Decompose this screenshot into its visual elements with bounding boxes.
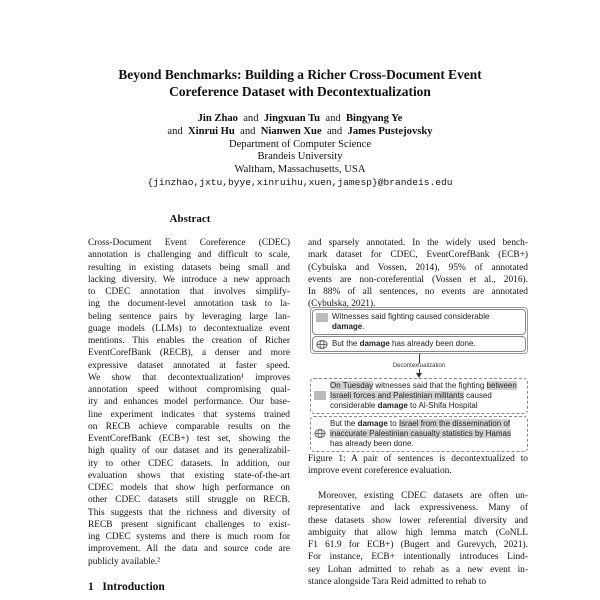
arrow-head-icon	[416, 373, 422, 378]
and: and	[167, 125, 183, 137]
author: Xinrui Hu	[188, 125, 235, 137]
text: witnesses said that the fighting	[373, 381, 487, 390]
text-line: on RECB achieve comparable results on the	[88, 421, 290, 432]
event-mention: damage	[332, 322, 363, 331]
decontextualized-sentence-1	[310, 378, 528, 414]
decontextualization-arrow	[310, 354, 528, 378]
text-line: In 88% of all sentences, no events are annotated	[308, 287, 528, 297]
author-line	[0, 126, 600, 139]
and: and	[325, 113, 341, 124]
text-line: lacking diversity. We introduce a new approach	[88, 274, 290, 285]
text-line: (Cybulska, 2021).	[308, 299, 376, 310]
text: has already been done.	[330, 439, 414, 448]
and: and	[240, 125, 256, 137]
document-icon	[314, 391, 326, 400]
affiliation-city: Waltham, Massachusetts, USA	[234, 164, 366, 176]
and: and	[243, 113, 259, 124]
text-line: Figure 1: A pair of sentences is decontextualized to	[308, 454, 528, 464]
text-line: events are non-coreferential (Vossen et al., 2016).	[308, 274, 528, 285]
document-icon	[316, 313, 328, 322]
text-line: ing CDEC systems and there is much room for	[88, 532, 290, 542]
title-line: Coreference Dataset with Decontextualization	[169, 84, 431, 99]
sentence-text	[330, 419, 524, 449]
text-line: sey Lohan admitted to rehab as a new event in-	[308, 564, 528, 575]
decontextualized-sentence-2	[310, 416, 528, 452]
text-line: publicly available.²	[88, 556, 161, 567]
section-title: Introduction	[102, 581, 165, 593]
text-line: For instance, ECB+ intentionally introduces Lind-	[308, 552, 528, 563]
text-line: We show that decontextualization¹ improves	[88, 372, 290, 383]
sentence-2	[312, 336, 526, 352]
body-paragraph	[308, 237, 528, 311]
sentence-text	[332, 312, 522, 332]
text: Witnesses said fighting caused considerable	[332, 312, 490, 321]
arrow-label: Decontextualization	[392, 363, 446, 369]
event-mention: damage	[359, 339, 390, 348]
sentence-1	[312, 309, 526, 335]
text: caused considerable	[330, 391, 492, 410]
text-line: ity to other CDEC datasets. In addition, our	[88, 458, 290, 469]
text-line: This suggests that the richness and diversity of	[88, 507, 290, 518]
author: Bingyang Ye	[345, 113, 403, 124]
text-line: improve event coreference evaluation.	[308, 466, 452, 477]
section-heading-introduction	[88, 581, 165, 593]
text-line: RECB present significant challenges to exist-	[88, 519, 290, 530]
text-line: other CDEC datasets still struggle on RECB.	[88, 495, 290, 506]
text: .	[362, 322, 365, 331]
added-context: between Israeli forces and Palestinian militants	[330, 381, 517, 400]
author: Jingxuan Tu	[263, 113, 321, 124]
figure-1	[310, 307, 528, 454]
author-block	[0, 113, 600, 190]
original-sentences-box	[310, 307, 528, 354]
sentence-text	[330, 381, 524, 411]
text-line: mentions. This enables the creation of Richer	[88, 336, 290, 346]
affiliation-univ: Brandeis University	[257, 151, 343, 163]
text: to Al-Shifa Hospital	[407, 401, 478, 410]
text-line: annotation speed without compromising qual-	[88, 385, 290, 395]
text-line: EventCorefBank (ECB+) test set, showing the	[88, 434, 290, 444]
affiliation-dept: Department of Computer Science	[228, 138, 372, 150]
abstract-text	[88, 237, 290, 568]
text-line: stance alongside Tara Reid admitted to rehab to	[308, 576, 487, 587]
added-context: Israel from the dissemination of inaccurate Palestinian casualty statistics by Hamas	[330, 419, 511, 438]
text: But the	[330, 419, 358, 428]
text-line: mark dataset for CDEC, EventCorefBank (ECB+)	[308, 250, 528, 261]
text-line: beling sentence pairs by leveraging large lan-	[88, 311, 290, 322]
text-line: annotation is challenging and difficult to scale,	[88, 250, 290, 261]
text-line: high quality of our dataset and its generalizabil-	[88, 446, 290, 457]
text: to	[387, 419, 399, 428]
text-line: to CDEC annotation that involves simplify-	[88, 287, 290, 297]
text-line: line experiment indicates that systems trained	[88, 409, 290, 420]
author-emails: {jinzhao,jxtu,byye,xinruihu,xuen,jamesp}@brandeis.edu	[147, 176, 453, 188]
abstract-heading: Abstract	[169, 213, 211, 225]
text: has already been done.	[389, 339, 476, 348]
figure-caption	[308, 453, 528, 478]
author: Jin Zhao	[197, 113, 238, 124]
text-line: ity and enhances model performance. Our base-	[88, 397, 290, 408]
title-line: Beyond Benchmarks: Building a Richer Cross-Document Event	[118, 67, 482, 82]
author: James Pustejovsky	[347, 125, 433, 137]
text-line: these datasets show lower referential diversity and	[308, 515, 528, 526]
text-line: CDEC models that show high performance on	[88, 483, 290, 493]
text-line: and sparsely annotated. In the widely used bench-	[308, 238, 528, 248]
sentence-text	[332, 339, 476, 349]
text-line: Moreover, existing CDEC datasets are often un-	[318, 491, 528, 501]
text-line: guage models (LLMs) to decontextualize event	[88, 323, 290, 334]
section-number: 1	[88, 581, 94, 593]
text-line: improvement. All the data and source code are	[88, 544, 290, 555]
globe-icon	[314, 429, 326, 438]
text-line: ambiguity that allow high lemma match (CoNLL	[308, 527, 528, 538]
text-line: Cross-Document Event Coreference (CDEC)	[88, 238, 290, 248]
paper-title	[0, 66, 600, 100]
author: Nianwen Xue	[260, 125, 322, 137]
text-line: evaluation shows that existing state-of-the-art	[88, 470, 290, 481]
text-line: ing the document-level annotation task to la-	[88, 299, 290, 310]
body-paragraph	[308, 490, 528, 588]
and: and	[326, 125, 343, 137]
event-mention: damage	[357, 419, 388, 428]
event-mention: damage	[377, 401, 408, 410]
text: But the	[332, 339, 360, 348]
text-line: resulting in existing datasets being small and	[88, 262, 290, 273]
text-line: representative and lack expressiveness. Many of	[308, 503, 528, 514]
text-line: expressive dataset annotated at faster speed.	[88, 360, 290, 371]
added-context: On Tuesday	[330, 381, 374, 390]
text-line: EventCorefBank (RECB), a denser and more	[88, 348, 290, 359]
globe-icon	[316, 340, 328, 349]
author-line	[0, 113, 600, 126]
text-line: (Cybulska and Vossen, 2014), 95% of annotated	[308, 262, 528, 273]
text-line: F1 61.9 for ECB+) (Bugert and Gurevych, 2021).	[308, 540, 528, 550]
